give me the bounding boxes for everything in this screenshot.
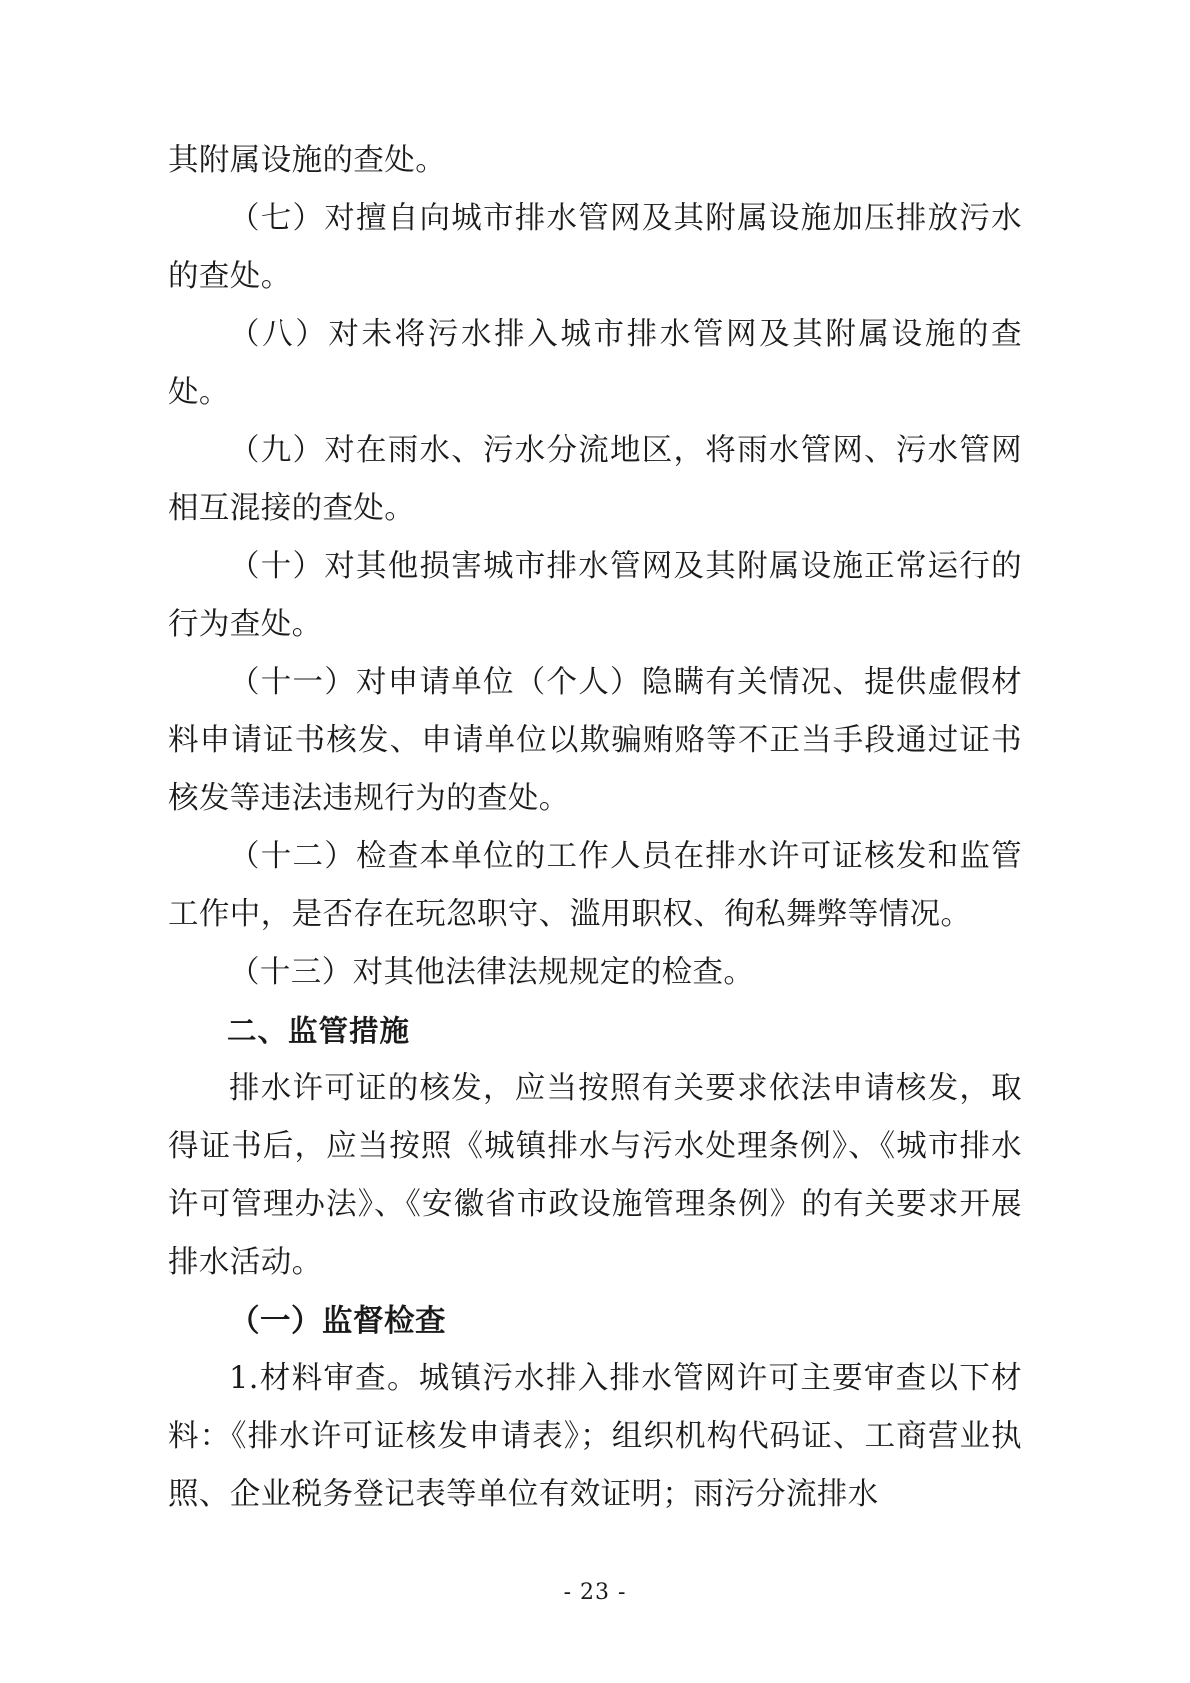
paragraph: 1.材料审查。城镇污水排入排水管网许可主要审查以下材料：《排水许可证核发申请表》；组织机构代码证、工商营业执照、企业税务登记表等单位有效证明；雨污分流排水: [168, 1361, 1022, 1512]
paragraph: （八）对未将污水排入城市排水管网及其附属设施的查处。: [168, 317, 1022, 410]
subsection-heading: （一）监督检查: [229, 1303, 446, 1339]
paragraph: （十三）对其他法律法规规定的检查。: [229, 955, 755, 990]
section-heading: 二、监管措施: [227, 1014, 411, 1048]
document-body: [168, 132, 1022, 1524]
paragraph: 排水许可证的核发，应当按照有关要求依法申请核发，取得证书后，应当按照《城镇排水与污水处理条例》、《城市排水许可管理办法》、《安徽省市政设施管理条例》的有关要求开展排水活动。: [168, 1071, 1022, 1280]
paragraph: （十一）对申请单位（个人）隐瞒有关情况、提供虚假材料申请证书核发、申请单位以欺骗贿赂等不正当手段通过证书核发等违法违规行为的查处。: [168, 665, 1022, 816]
paragraph: （十二）检查本单位的工作人员在排水许可证核发和监管工作中，是否存在玩忽职守、滥用职权、徇私舞弊等情况。: [168, 839, 1022, 932]
paragraph: （七）对擅自向城市排水管网及其附属设施加压排放污水的查处。: [168, 201, 1022, 294]
page-number: - 23 -: [563, 1580, 627, 1605]
paragraph: （九）对在雨水、污水分流地区，将雨水管网、污水管网相互混接的查处。: [168, 433, 1022, 526]
paragraph: 其附属设施的查处。: [168, 143, 447, 178]
paragraph: （十）对其他损害城市排水管网及其附属设施正常运行的行为查处。: [168, 549, 1022, 642]
